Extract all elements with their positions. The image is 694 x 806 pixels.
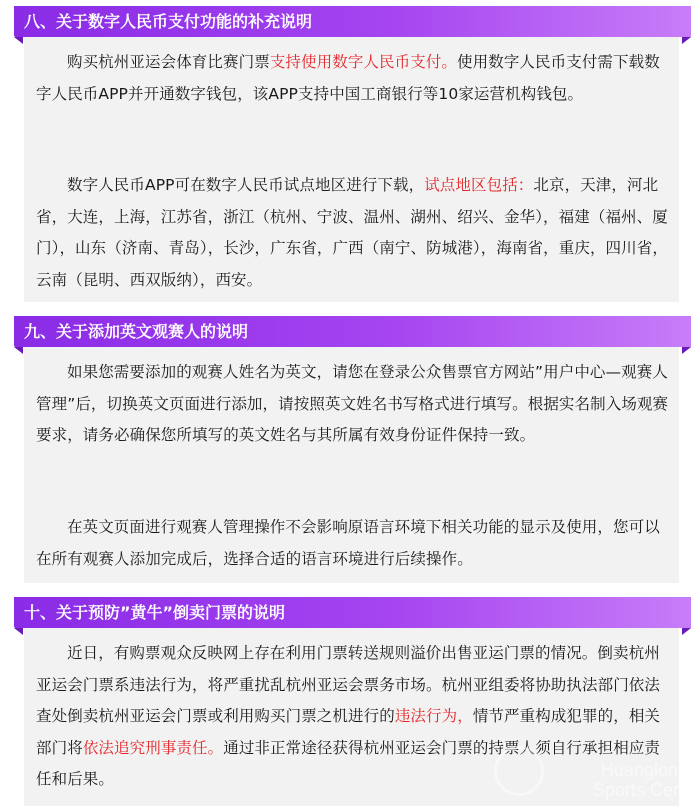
text-run: 使用数字人民币支付需下载数字人民币APP并开通数字钱包，该APP支持中国工商银行等10家运营机构钱包。 [36,53,660,103]
text-run: 情节严重构成犯罪的，相关部门将 [36,707,661,757]
watermark-line-2: Sports Cent [592,780,688,800]
watermark-line-1: Huanglong [600,760,688,780]
section-9-paragraph-2: 在英文页面进行观赛人管理操作不会影响原语言环境下相关功能的显示及使用，您可以在所有观赛人添加完成后，选择合适的语言环境进行后续操作。 [36,518,660,568]
section-10-body [24,628,679,806]
section-10-paragraph-1 [36,638,669,796]
highlight-text: 支持使用数字人民币支付。 [269,53,458,71]
watermark-logo [494,746,544,796]
text-run: 通过非正常途径获得杭州亚运会门票的持票人须自行承担相应责任和后果。 [36,738,661,788]
section-9-banner [14,316,691,347]
text-run: 北京，天津，河北省，大连，上海，江苏省，浙江（杭州、宁波、温州、湖州、绍兴、金华），福建（福州、厦门），山东（济南、青岛），长沙，广东省，广西（南宁、防城港），海南省，重庆，四川省，云南（昆明、西双版纳），西安。 [36,176,668,289]
highlight-text: 试点地区包括： [424,176,534,194]
section-8-body [24,37,679,302]
highlight-text: 依法追究刑事责任。 [82,738,224,757]
section-10-banner [14,597,691,628]
section-8-paragraph-2 [36,170,669,296]
section-8-title: 八、关于数字人民币支付功能的补充说明 [24,12,313,31]
text-run: 数字人民币APP可在数字人民币试点地区进行下载， [67,176,425,194]
section-9-paragraph-1: 如果您需要添加的观赛人姓名为英文，请您在登录公众售票官方网站”用户中心—观赛人管理”后，切换英文页面进行添加，请按照英文姓名书写格式进行填写。根据实名制入场观赛要求，请务必确保您所填写的英文姓名与其所属有效身份证件保持一致。 [36,363,669,444]
text-run: 购买杭州亚运会体育比赛门票 [67,53,270,71]
section-9-body [24,347,679,583]
section-10-title: 十、关于预防”黄牛”倒卖门票的说明 [24,603,286,622]
highlight-text: 违法行为， [394,707,473,725]
text-run: 近日，有购票观众反映网上存在利用门票转送规则溢价出售亚运门票的情况。倒卖杭州亚运会门票系违法行为，将严重扰乱杭州亚运会票务市场。杭州亚组委将协助执法部门依法查处倒卖杭州亚运会门票或利用购买门票之机进行的 [36,644,661,725]
section-9-title: 九、关于添加英文观赛人的说明 [24,322,249,341]
section-8-paragraph-1 [36,47,669,110]
section-8-banner [14,6,691,37]
